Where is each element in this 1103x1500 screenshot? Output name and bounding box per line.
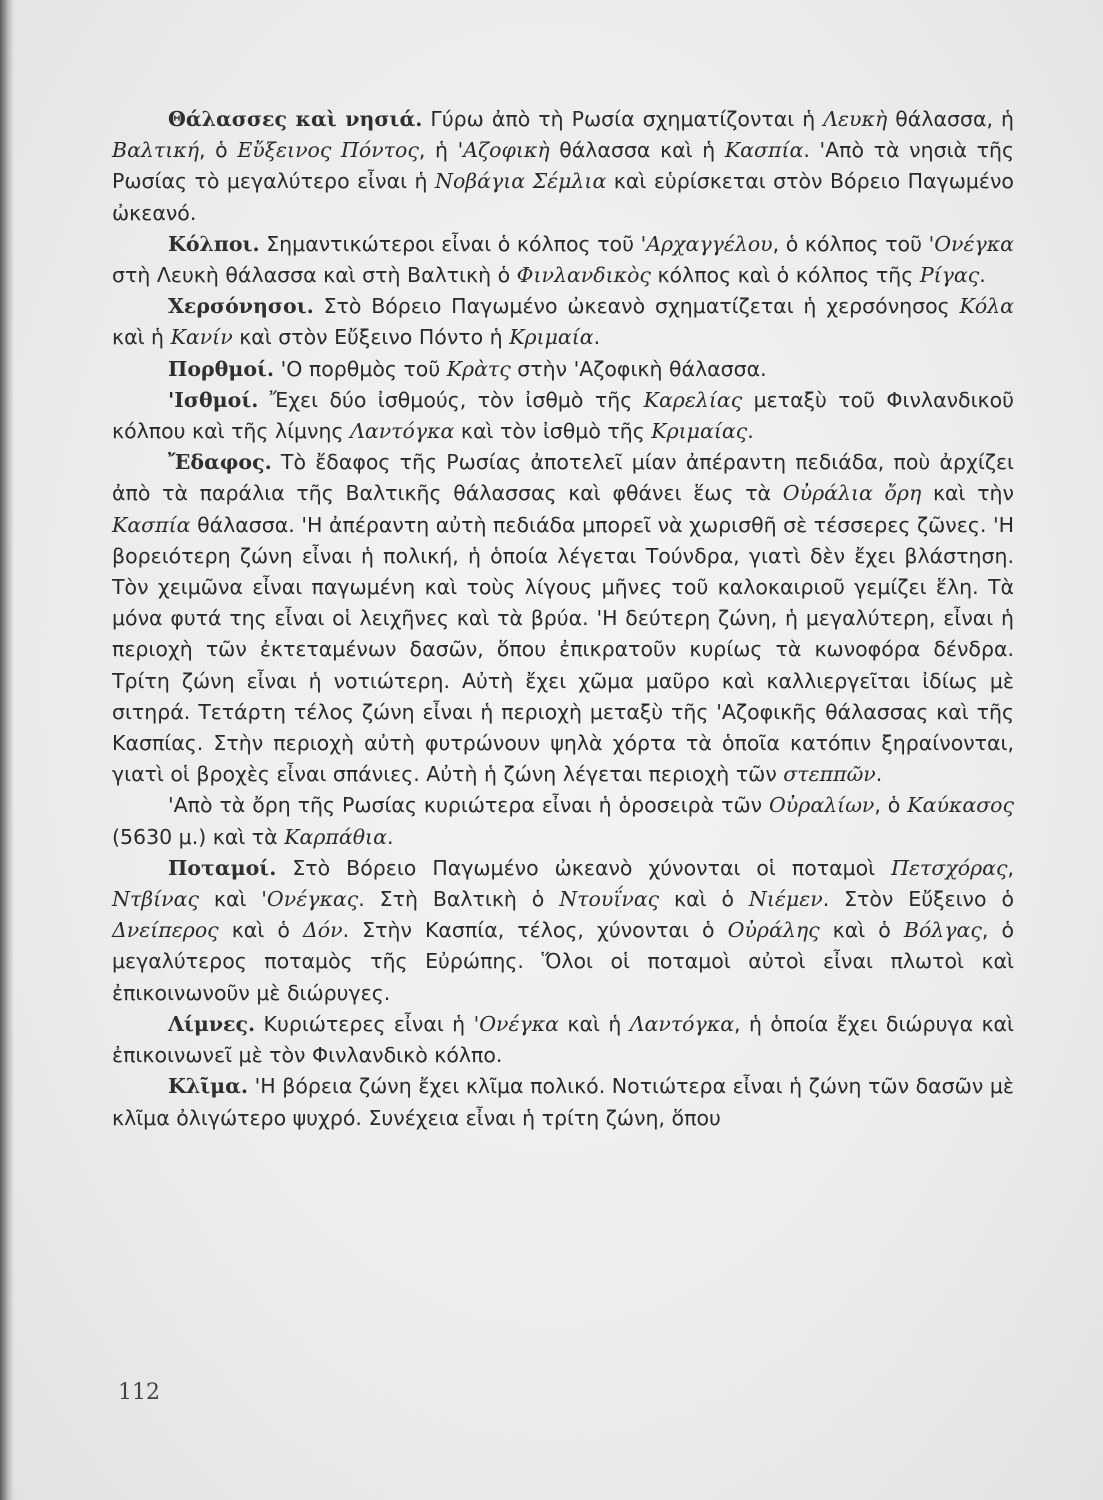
para-edafos [112,447,1014,790]
italic-term: Πετσχόρας [891,855,1008,880]
italic-term: Δνείπερος [112,918,219,943]
text-run: . [875,762,883,787]
text-run: κόλπος καὶ ὁ κόλπος τῆς [650,263,920,288]
italic-term: Καρπάθια [284,824,387,849]
italic-term: Κανίν [170,325,233,350]
text-run: Σημαντικώτεροι εἶναι ὁ κόλπος τοῦ [259,231,641,256]
text-run: , ὁ [199,138,238,163]
page-number: 112 [118,1380,160,1405]
section-heading: Ἔδαφος. [168,450,272,475]
italic-term: Κασπία [112,512,191,537]
para-ori [112,790,1014,852]
italic-term: Καύκασος [907,793,1015,818]
text-run: Τὸ ἔδαφος τῆς Ρωσίας ἀποτελεῖ μίαν ἀπέραντη πεδιάδα, ποὺ ἀρχίζει ἀπὸ τὰ παράλια τῆς Βαλτικῆς θάλασσας καὶ φθάνει ἕως τὰ [112,450,1014,506]
italic-term: Φινλανδικὸς [516,263,651,288]
section-heading: Λίμνες. [168,1011,256,1036]
italic-term: Νιέμεν [748,887,823,912]
italic-term: 'Ονέγκας [261,887,359,912]
italic-term: Οὐραλίων [769,793,875,818]
para-kolpoi [112,229,1014,291]
text-run: στὴ Λευκὴ θάλασσα καὶ στὴ Βαλτικὴ ὁ [112,263,517,288]
text-run: , ἡ ὁποία ἔχει διώρυγα καὶ ἐπικοινωνεῖ μὲ τὸν Φινλανδικὸ κόλπο. [112,1011,1014,1068]
text-run: . Στὴ Βαλτικὴ ὁ [358,887,560,912]
para-potamoi [112,853,1014,1009]
text-run: καὶ [198,887,262,912]
text-run: καὶ εὑρίσκεται στὸν Βόρειο Παγωμένο ὠκεανό. [112,169,1014,225]
italic-term: Οὐράλης [727,918,820,943]
italic-term: 'Αζοφικὴ [457,138,550,163]
para-porthmoi [112,354,1014,385]
text-run: θάλασσα, ἡ [887,107,1014,131]
text-run: . Στὸν Εὔξεινο ὁ [822,887,1014,912]
text-run: , [1007,855,1014,880]
italic-term: Κασπία [724,138,804,163]
text-run: . Στὴν Κασπία, τέλος, χύνονται ὁ [342,918,728,943]
para-limnes [112,1009,1014,1071]
text-run: καὶ ἡ [112,325,171,350]
italic-term: Νοβάγια Σέμλια [435,169,607,194]
text-run: καὶ ἡ [559,1011,630,1036]
text-run: καὶ στὸν Εὔξεινο Πόντο ἡ [232,325,510,350]
italic-term: Δόν [302,918,343,943]
italic-term: Κριμαία [509,325,594,350]
italic-term: Λευκὴ [823,107,888,131]
text-run: μεταξὺ τοῦ Φινλανδικοῦ κόλπου καὶ τῆς λίμνης [112,387,1014,444]
para-isthmoi [112,385,1014,447]
section-heading: 'Ισθμοί. [168,387,259,412]
text-run: καὶ τὴν [921,481,1014,506]
italic-term: Εὔξεινος Πόντος [237,138,419,163]
text-run: καὶ ὁ [218,918,303,943]
text-run: , ἡ [418,138,458,163]
italic-term: στεππῶν [783,762,876,787]
italic-term: Ρίγας [919,263,980,288]
italic-term: Βαλτική [112,138,200,163]
text-run: Κυριώτερες εἶναι ἡ [255,1011,474,1036]
text-run: 'Ο πορθμὸς τοῦ [274,356,447,381]
text-run: . [386,824,394,849]
italic-term: Κριμαίας [651,419,748,444]
text-run: , ὁ κόλπος τοῦ [772,231,929,256]
section-heading: Κλῖμα. [168,1074,249,1099]
text-run: θάλασσα καὶ ἡ [549,138,725,163]
text-run: . [979,263,986,288]
binding-shadow [0,0,14,1500]
section-heading: Θάλασσες καὶ νησιά. [168,107,423,131]
text-run: . [747,419,754,444]
italic-term: Καρελίας [643,387,743,412]
italic-term: Ντουΐνας [559,887,660,912]
italic-term: Οὐράλια ὄρη [782,481,922,506]
text-run: (5630 μ.) καὶ τὰ [112,824,285,849]
text-run: 'Η βόρεια ζώνη ἔχει κλῖμα πολικό. Νοτιώτερα εἶναι ἡ ζώνη τῶν δασῶν μὲ κλῖμα ὀλιγώτερο ψυχρό. Συνέχεια εἶναι ἡ τρίτη ζώνη, ὅπου [112,1074,1014,1130]
text-run: Ἔχει δύο ἰσθμούς, τὸν ἰσθμὸ τῆς [258,387,644,412]
text-run: 'Απὸ τὰ ὄρη τῆς Ρωσίας κυριώτερα εἶναι ἡ ὁροσειρὰ τῶν [168,793,769,818]
para-klima [112,1071,1014,1133]
text-run: Στὸ Βόρειο Παγωμένο ὠκεανὸ σχηματίζεται ἡ χερσόνησος [313,294,960,319]
italic-term: Κρὰτς [446,356,511,381]
body-text [112,104,1014,1134]
text-run: καὶ ὁ [659,887,749,912]
text-run: θάλασσα. 'Η ἀπέραντη αὐτὴ πεδιάδα μπορεῖ νὰ χωρισθῆ σὲ τέσσερες ζῶνες. 'Η βορειότερη ζώνη εἶναι ἡ πολική, ἡ ὁποία λέγεται Τούνδρα, γιατὶ δὲν ἔχει βλάστηση. Τὸν χειμῶνα εἶναι παγωμένη καὶ τοὺς λίγους μῆνες τοῦ καλοκαιριοῦ γεμίζει ἕλη. Τὰ μόνα φυτά της εἶναι οἱ λειχῆνες καὶ τὰ βρύα. 'Η δεύτερη ζώνη, ἡ μεγαλύτερη, εἶναι ἡ περιοχὴ τῶν ἐκτεταμένων δασῶν, ὅπου ἐπικρατοῦν κυρίως τὰ κωνοφόρα δένδρα. Τρίτη ζώνη εἶναι ἡ νοτιώτερη. Αὐτὴ ἔχει χῶμα μαῦρο καὶ καλλιεργεῖται ἰδίως μὲ σιτηρά. Τετάρτη τέλος ζώνη εἶναι ἡ περιοχὴ μεταξὺ τῆς 'Αζοφικῆς θάλασσας καὶ τῆς Κασπίας. Στὴν περιοχὴ αὐτὴ φυτρώνουν ψηλὰ χόρτα τὰ ὁποῖα κατόπιν ξηραίνονται, γιατὶ οἱ βροχὲς εἶναι σπάνιες. Αὐτὴ ἡ ζώνη λέγεται περιοχὴ τῶν [112,512,1014,787]
italic-term: Λαντόγκα [629,1011,735,1036]
text-run: στὴν 'Αζοφικὴ θάλασσα. [510,356,767,381]
italic-term: Κόλα [959,294,1014,319]
text-run: Στὸ Βόρειο Παγωμένο ὠκεανὸ χύνονται οἱ ποταμοὶ [276,855,892,880]
italic-term: Λαντόγκα [350,419,455,444]
para-thalasses [112,104,1014,229]
section-heading: Ποταμοί. [168,855,277,880]
text-run: καὶ ὁ [819,918,904,943]
section-heading: Χερσόνησοι. [168,294,314,319]
section-heading: Κόλποι. [168,231,260,256]
text-run: Γύρω ἀπὸ τὴ Ρωσία σχηματίζονται ἡ [422,107,824,131]
text-run: . [593,325,601,350]
italic-term: 'Ονέγκα [928,231,1015,256]
text-run: καὶ τὸν ἰσθμὸ τῆς [454,419,652,444]
italic-term: 'Αρχαγγέλου [640,231,773,256]
text-run: , ὁ [874,793,908,818]
italic-term: Βόλγας [903,918,982,943]
text-run: . 'Απὸ τὰ νησιὰ τῆς Ρωσίας τὸ μεγαλύτερο εἶναι ἡ [112,138,1015,194]
section-heading: Πορθμοί. [168,356,275,381]
italic-term: 'Ονέγκα [473,1011,560,1036]
para-chersonisoi [112,291,1014,353]
italic-term: Ντβίνας [112,887,199,912]
text-run: , ὁ μεγαλύτερος ποταμὸς τῆς Εὐρώπης. Ὅλοι οἱ ποταμοὶ αὐτοὶ εἶναι πλωτοὶ καὶ ἐπικοινωνοῦν μὲ διώρυγες. [112,918,1014,1005]
